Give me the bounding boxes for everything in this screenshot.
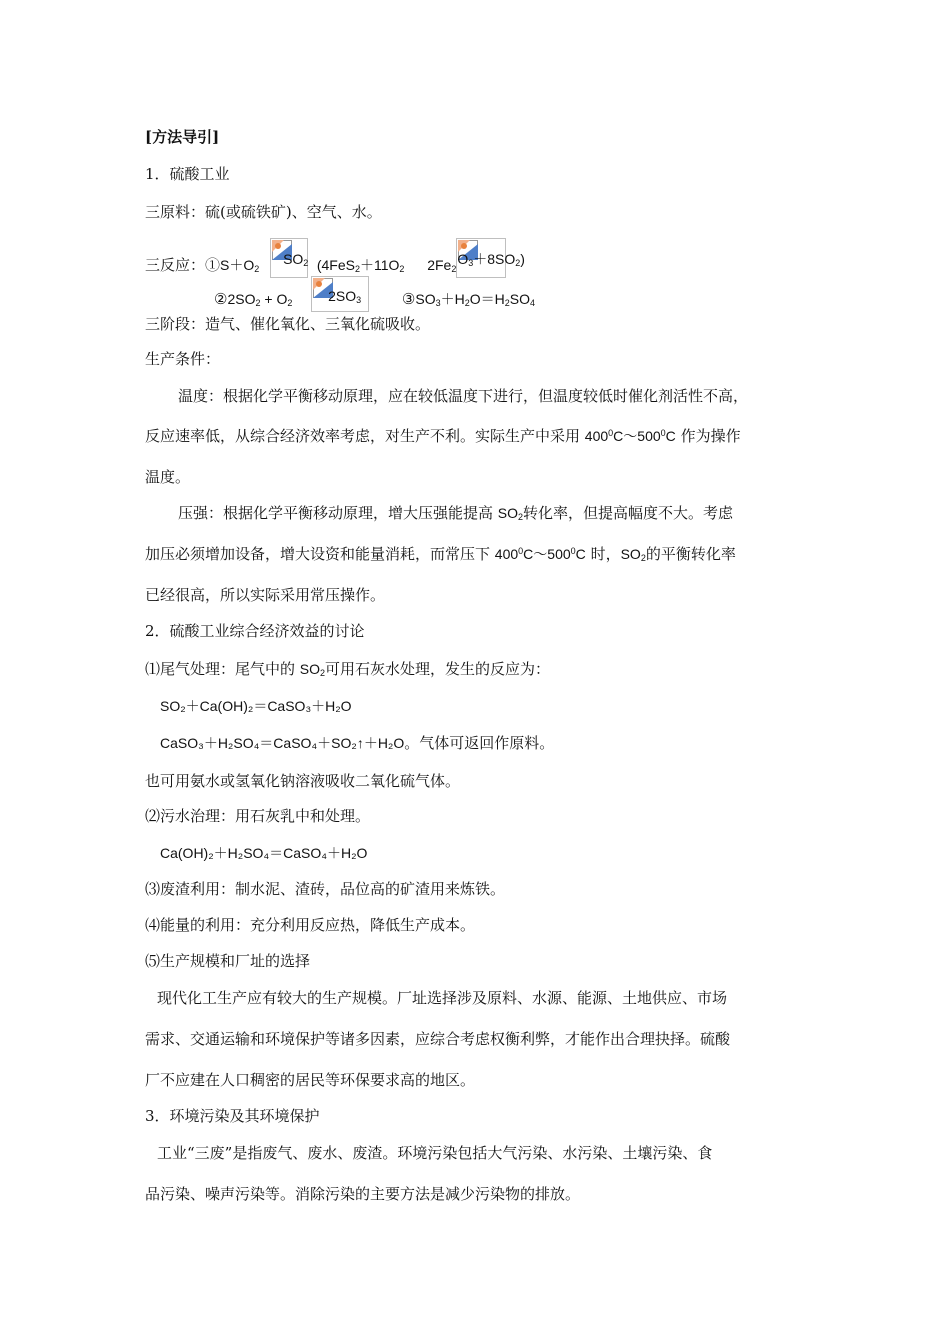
reaction-line-2: $②2SO_2 + O_2$ $2SO_3$ $③SO_3+H_2O=H_2SO_4$ <box>214 276 535 312</box>
ammonia-note: 也可用氨水或氢氧化钠溶液吸收二氧化硫气体。 <box>145 772 461 790</box>
wastewater: ⑵污水治理：用石灰乳中和处理。 <box>145 807 371 825</box>
scale-site: ⑸生产规模和厂址的选择 <box>145 952 311 970</box>
env-para-l2: 品污染、噪声污染等。消除污染的主要方法是减少污染物的排放。 <box>145 1185 581 1203</box>
reaction-line-1: 三反应：$①S+O_2$ $SO_2$ ($4FeS_2+11O_2$ $2Fe_2$ $O_3+8SO_2$) <box>145 238 506 278</box>
equation-object: $O_3+8SO_2$) <box>456 238 506 278</box>
reaction-label: 三反应： <box>145 256 206 274</box>
env-para-l1: 工业“三废”是指废气、废水、废渣。环境污染包括大气污染、水污染、土壤污染、食 <box>157 1144 713 1162</box>
equation-object: $SO_2$ <box>270 238 308 278</box>
three-stages: 三阶段：造气、催化氧化、三氧化硫吸收。 <box>145 315 431 333</box>
equation-1: SO₂＋Ca(OH)₂＝CaSO₃＋H₂O <box>160 698 352 714</box>
temperature-para-l3: 温度。 <box>145 468 191 486</box>
heading: [方法导引] <box>145 128 220 146</box>
scale-para-l2: 需求、交通运输和环境保护等诸多因素，应综合考虑权衡利弊，才能作出合理抉择。硫酸 <box>145 1030 731 1048</box>
conditions-title: 生产条件： <box>145 350 221 368</box>
raw-materials: 三原料：硫(或硫铁矿)、空气、水。 <box>145 203 382 221</box>
equation-object: $2SO_3$ <box>311 276 369 312</box>
pressure-para-l3: 已经很高，所以实际采用常压操作。 <box>145 586 386 604</box>
energy-use: ⑷能量的利用：充分利用反应热，降低生产成本。 <box>145 916 476 934</box>
equation-2: CaSO₃＋H₂SO₄＝CaSO₄＋SO₂↑＋H₂O。气体可返回作原料。 <box>160 734 555 752</box>
scale-para-l3: 厂不应建在人口稠密的居民等环保要求高的地区。 <box>145 1071 476 1089</box>
section2-title: 2．硫酸工业综合经济效益的讨论 <box>145 622 365 640</box>
section3-title: 3．环境污染及其环境保护 <box>145 1107 320 1125</box>
equation-3: Ca(OH)₂＋H₂SO₄＝CaSO₄＋H₂O <box>160 845 368 861</box>
scale-para-l1: 现代化工生产应有较大的生产规模。厂址选择涉及原料、水源、能源、土地供应、市场 <box>157 989 728 1007</box>
waste-residue: ⑶废渣利用：制水泥、渣砖，品位高的矿渣用来炼铁。 <box>145 880 506 898</box>
tail-gas: ⑴尾气处理：尾气中的 $SO_2$可用石灰水处理，发生的反应为： <box>145 660 551 678</box>
pressure-para-l2: 加压必须增加设备，增大设资和能量消耗，而常压下 $400^0C\sim 500^0C$ 时，$SO_2$的平衡转化率 <box>145 545 736 563</box>
temperature-para-l1: 温度：根据化学平衡移动原理，应在较低温度下进行，但温度较低时催化剂活性不高， <box>178 387 749 405</box>
section1-title: 1．硫酸工业 <box>145 165 230 183</box>
temperature-para-l2: 反应速率低，从综合经济效率考虑，对生产不利。实际生产中采用 $400^0C\sim 500^0C$ 作为操作 <box>145 427 741 445</box>
pressure-para-l1: 压强：根据化学平衡移动原理，增大压强能提高 $SO_2$转化率，但提高幅度不大。考虑 <box>178 504 734 522</box>
